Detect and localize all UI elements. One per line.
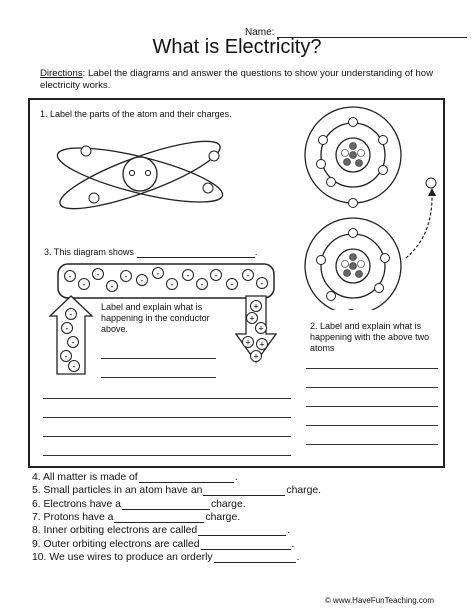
question-3: 3. This diagram shows . [44, 247, 258, 257]
question-suffix: charge. [205, 511, 241, 523]
proton-symbol: + [258, 323, 264, 334]
electron-symbol: - [246, 270, 250, 281]
electron-circle [347, 310, 356, 311]
electron-circle [349, 229, 358, 238]
question-3-prefix: 3. This diagram shows [44, 247, 134, 257]
electron-circle [349, 199, 358, 208]
proton-symbol: + [259, 339, 265, 350]
proton-symbol: + [245, 337, 251, 348]
question-text: 6. Electrons have a [32, 498, 121, 510]
answer-line[interactable] [203, 485, 285, 496]
electron-symbol: - [140, 275, 144, 286]
question-suffix: . [296, 551, 300, 563]
question-text: 7. Protons have a [32, 511, 114, 523]
answer-line[interactable] [122, 499, 210, 510]
electron-circle [203, 183, 213, 193]
electron-symbol: - [110, 281, 114, 292]
electron-symbol: - [68, 271, 72, 282]
question-suffix: . [291, 538, 295, 550]
electron-symbol: - [260, 278, 264, 289]
proton-symbol: + [253, 351, 259, 362]
question-suffix: charge. [286, 485, 322, 497]
electron-symbol: - [69, 309, 73, 320]
answer-line[interactable] [306, 387, 438, 388]
answer-line[interactable] [137, 248, 255, 258]
question-text: 10. We use wires to produce an orderly [32, 551, 213, 563]
electron-symbol: - [72, 361, 76, 372]
answer-line[interactable] [114, 512, 204, 523]
electron-circle [319, 136, 328, 145]
electron-circle [379, 136, 388, 145]
answer-line[interactable] [101, 358, 216, 359]
fill-in-question [32, 539, 294, 550]
electron-circle [379, 166, 388, 175]
page-title: What is Electricity? [152, 36, 322, 58]
electron-circle [317, 160, 326, 169]
electron-symbol: - [71, 337, 75, 348]
electron-symbol: - [186, 270, 190, 281]
electron-symbol: - [64, 351, 68, 362]
answer-line[interactable] [306, 425, 438, 426]
proton-symbol: + [253, 301, 259, 312]
directions-text: : Label the diagrams and answer the questions to show your understanding of how electricity works. [40, 68, 434, 91]
electron-circle [375, 284, 384, 293]
answer-line[interactable] [306, 444, 438, 445]
fill-in-question [32, 525, 290, 536]
fill-in-question [32, 499, 246, 510]
electron-symbol: - [230, 279, 234, 290]
fill-in-question [32, 512, 240, 523]
question-text: 9. Outer orbiting electrons are called [32, 538, 200, 550]
answer-line[interactable] [214, 552, 296, 563]
electron-symbol: - [170, 279, 174, 290]
answer-line[interactable] [43, 398, 291, 399]
answer-line[interactable] [306, 406, 438, 407]
conductor [58, 264, 274, 298]
fill-in-question [32, 485, 321, 496]
name-label: Name: [245, 27, 275, 38]
answer-line[interactable] [43, 417, 291, 418]
question-text: 8. Inner orbiting electrons are called [32, 525, 198, 537]
free-electron [426, 178, 436, 188]
directions [40, 68, 440, 92]
electron-symbol: - [214, 270, 218, 281]
directions-label: Directions [40, 68, 83, 79]
electron-circle [209, 151, 219, 161]
question-2: 2. Label and explain what is happening with the above two atoms [310, 321, 430, 353]
question-text: 4. All matter is made of [32, 472, 138, 483]
electron-symbol: - [82, 279, 86, 290]
question-suffix: charge. [210, 498, 246, 510]
answer-line[interactable] [101, 377, 216, 378]
two-atoms-diagram [295, 100, 445, 310]
electron-symbol: - [156, 268, 160, 279]
electron-circle [349, 118, 358, 127]
question-suffix: . [287, 525, 291, 537]
answer-line[interactable] [139, 472, 234, 483]
electron-symbol: - [96, 269, 100, 280]
proton-symbol: + [249, 313, 255, 324]
electron-symbol: - [65, 323, 69, 334]
fill-in-question [32, 472, 238, 483]
electron-circle [317, 256, 326, 265]
atom-diagram-orbits [40, 120, 240, 220]
answer-line[interactable] [201, 539, 291, 550]
answer-line[interactable] [43, 455, 291, 456]
answer-line[interactable] [306, 368, 438, 369]
nucleus [123, 157, 157, 191]
electron-circle [381, 254, 390, 263]
footer-credit: © www.HaveFunTeaching.com [324, 596, 434, 605]
question-3-explain: Label and explain what is happening in the conductor above. [101, 302, 210, 334]
electron-circle [89, 193, 99, 203]
answer-line[interactable] [198, 525, 286, 536]
electron-circle [327, 178, 336, 187]
question-suffix: . [234, 472, 238, 483]
question-text: 5. Small particles in an atom have an [32, 485, 203, 497]
electron-circle [81, 146, 91, 156]
electron-symbol: - [124, 271, 128, 282]
electron-circle [327, 292, 336, 301]
fill-in-question [32, 552, 299, 563]
question-1: 1. Label the parts of the atom and their charges. [40, 109, 232, 119]
transfer-arrow [406, 194, 432, 258]
answer-line[interactable] [43, 436, 291, 437]
electron-symbol: - [200, 279, 204, 290]
